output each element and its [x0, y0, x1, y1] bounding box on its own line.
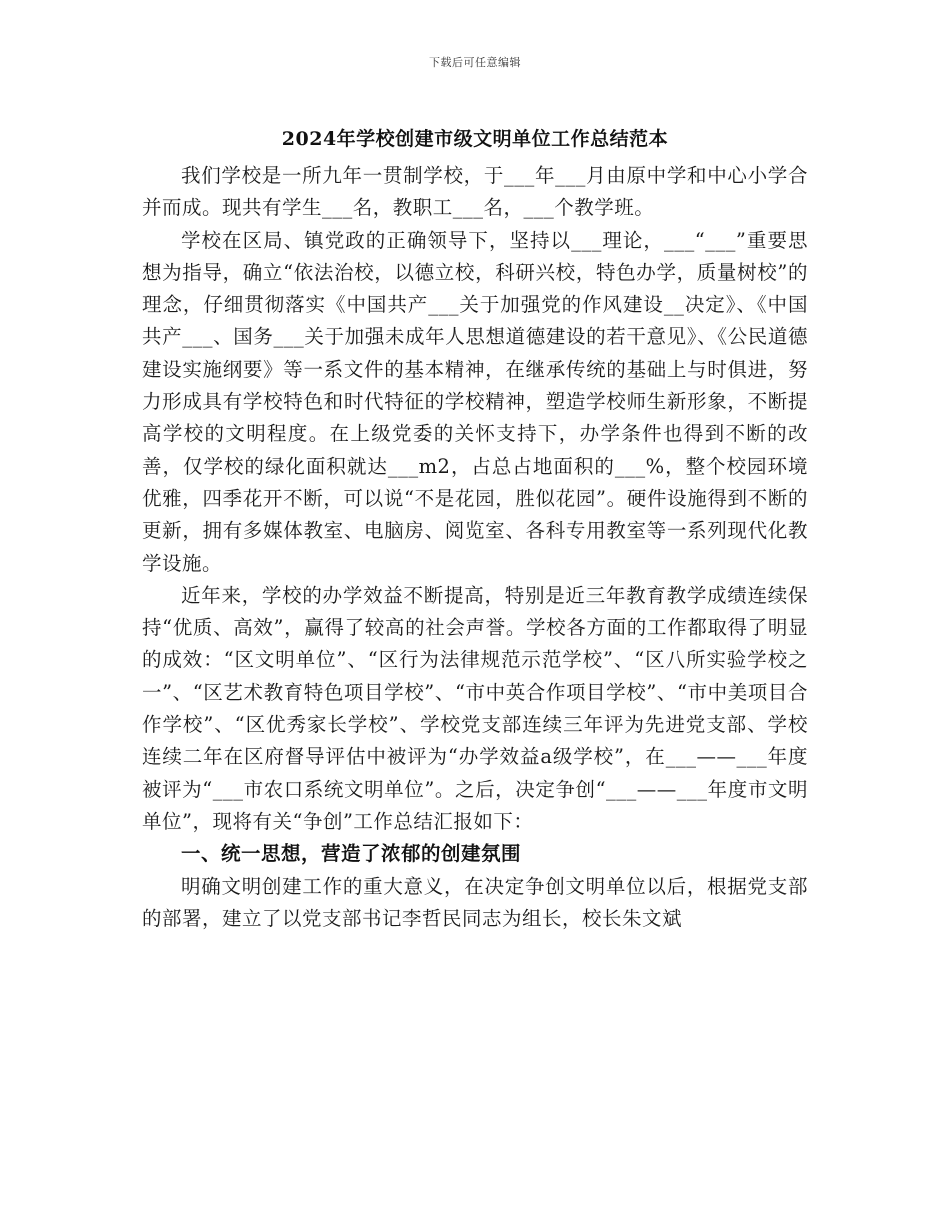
paragraph-leadership: 学校在区局、镇党政的正确领导下，坚持以___理论，___“___”重要思想为指导，确立“依法治校，以德立校，科研兴校，特色办学，质量树校”的理念，仔细贯彻落实《中国共产___关于加强党的作风建设__决定》、《中国共产___、国务___关于加强未成年人思想道德建设的若干意见》、《公民道德建设实施纲要》等一系文件的基本精神，在继承传统的基础上与时俱进，努力形成具有学校特色和时代特征的学校精神，塑造学校师生新形象，不断提高学校的文明程度。在上级党委的关怀支持下，办学条件也得到不断的改善，仅学校的绿化面积就达___m2，占总占地面积的___%，整个校园环境优雅，四季花开不断，可以说“不是花园，胜似花园”。硬件设施得到不断的更新，拥有多媒体教室、电脑房、阅览室、各科专用教室等一系列现代化教学设施。: [142, 228, 808, 575]
paragraph-section-1: 明确文明创建工作的重大意义，在决定争创文明单位以后，根据党支部的部署，建立了以党支部书记李哲民同志为组长，校长朱文斌: [142, 874, 808, 930]
page-header-note: 下载后可任意编辑: [429, 56, 521, 69]
section-heading-1: 一、统一思想，营造了浓郁的创建氛围: [181, 842, 522, 866]
paragraph-achievements: 近年来，学校的办学效益不断提高，特别是近三年教育教学成绩连续保持“优质、高效”，赢得了较高的社会声誉。学校各方面的工作都取得了明显的成效：“区文明单位”、“区行为法律规范示范学校”、“区八所实验学校之一”、“区艺术教育特色项目学校”、“市中英合作项目学校”、“市中美项目合作学校”、“区优秀家长学校”、学校党支部连续三年评为先进党支部、学校连续二年在区府督导评估中被评为“办学效益a级学校”，在___——___年度被评为“___市农口系统文明单位”。之后，决定争创“___——___年度市文明单位”，现将有关“争创”工作总结汇报如下：: [142, 583, 808, 833]
document-title: 2024年学校创建市级文明单位工作总结范本: [281, 128, 669, 150]
paragraph-intro: 我们学校是一所九年一贯制学校，于___年___月由原中学和中心小学合并而成。现共有学生___名，教职工___名，___个教学班。: [142, 164, 808, 220]
document-body: [142, 160, 808, 935]
